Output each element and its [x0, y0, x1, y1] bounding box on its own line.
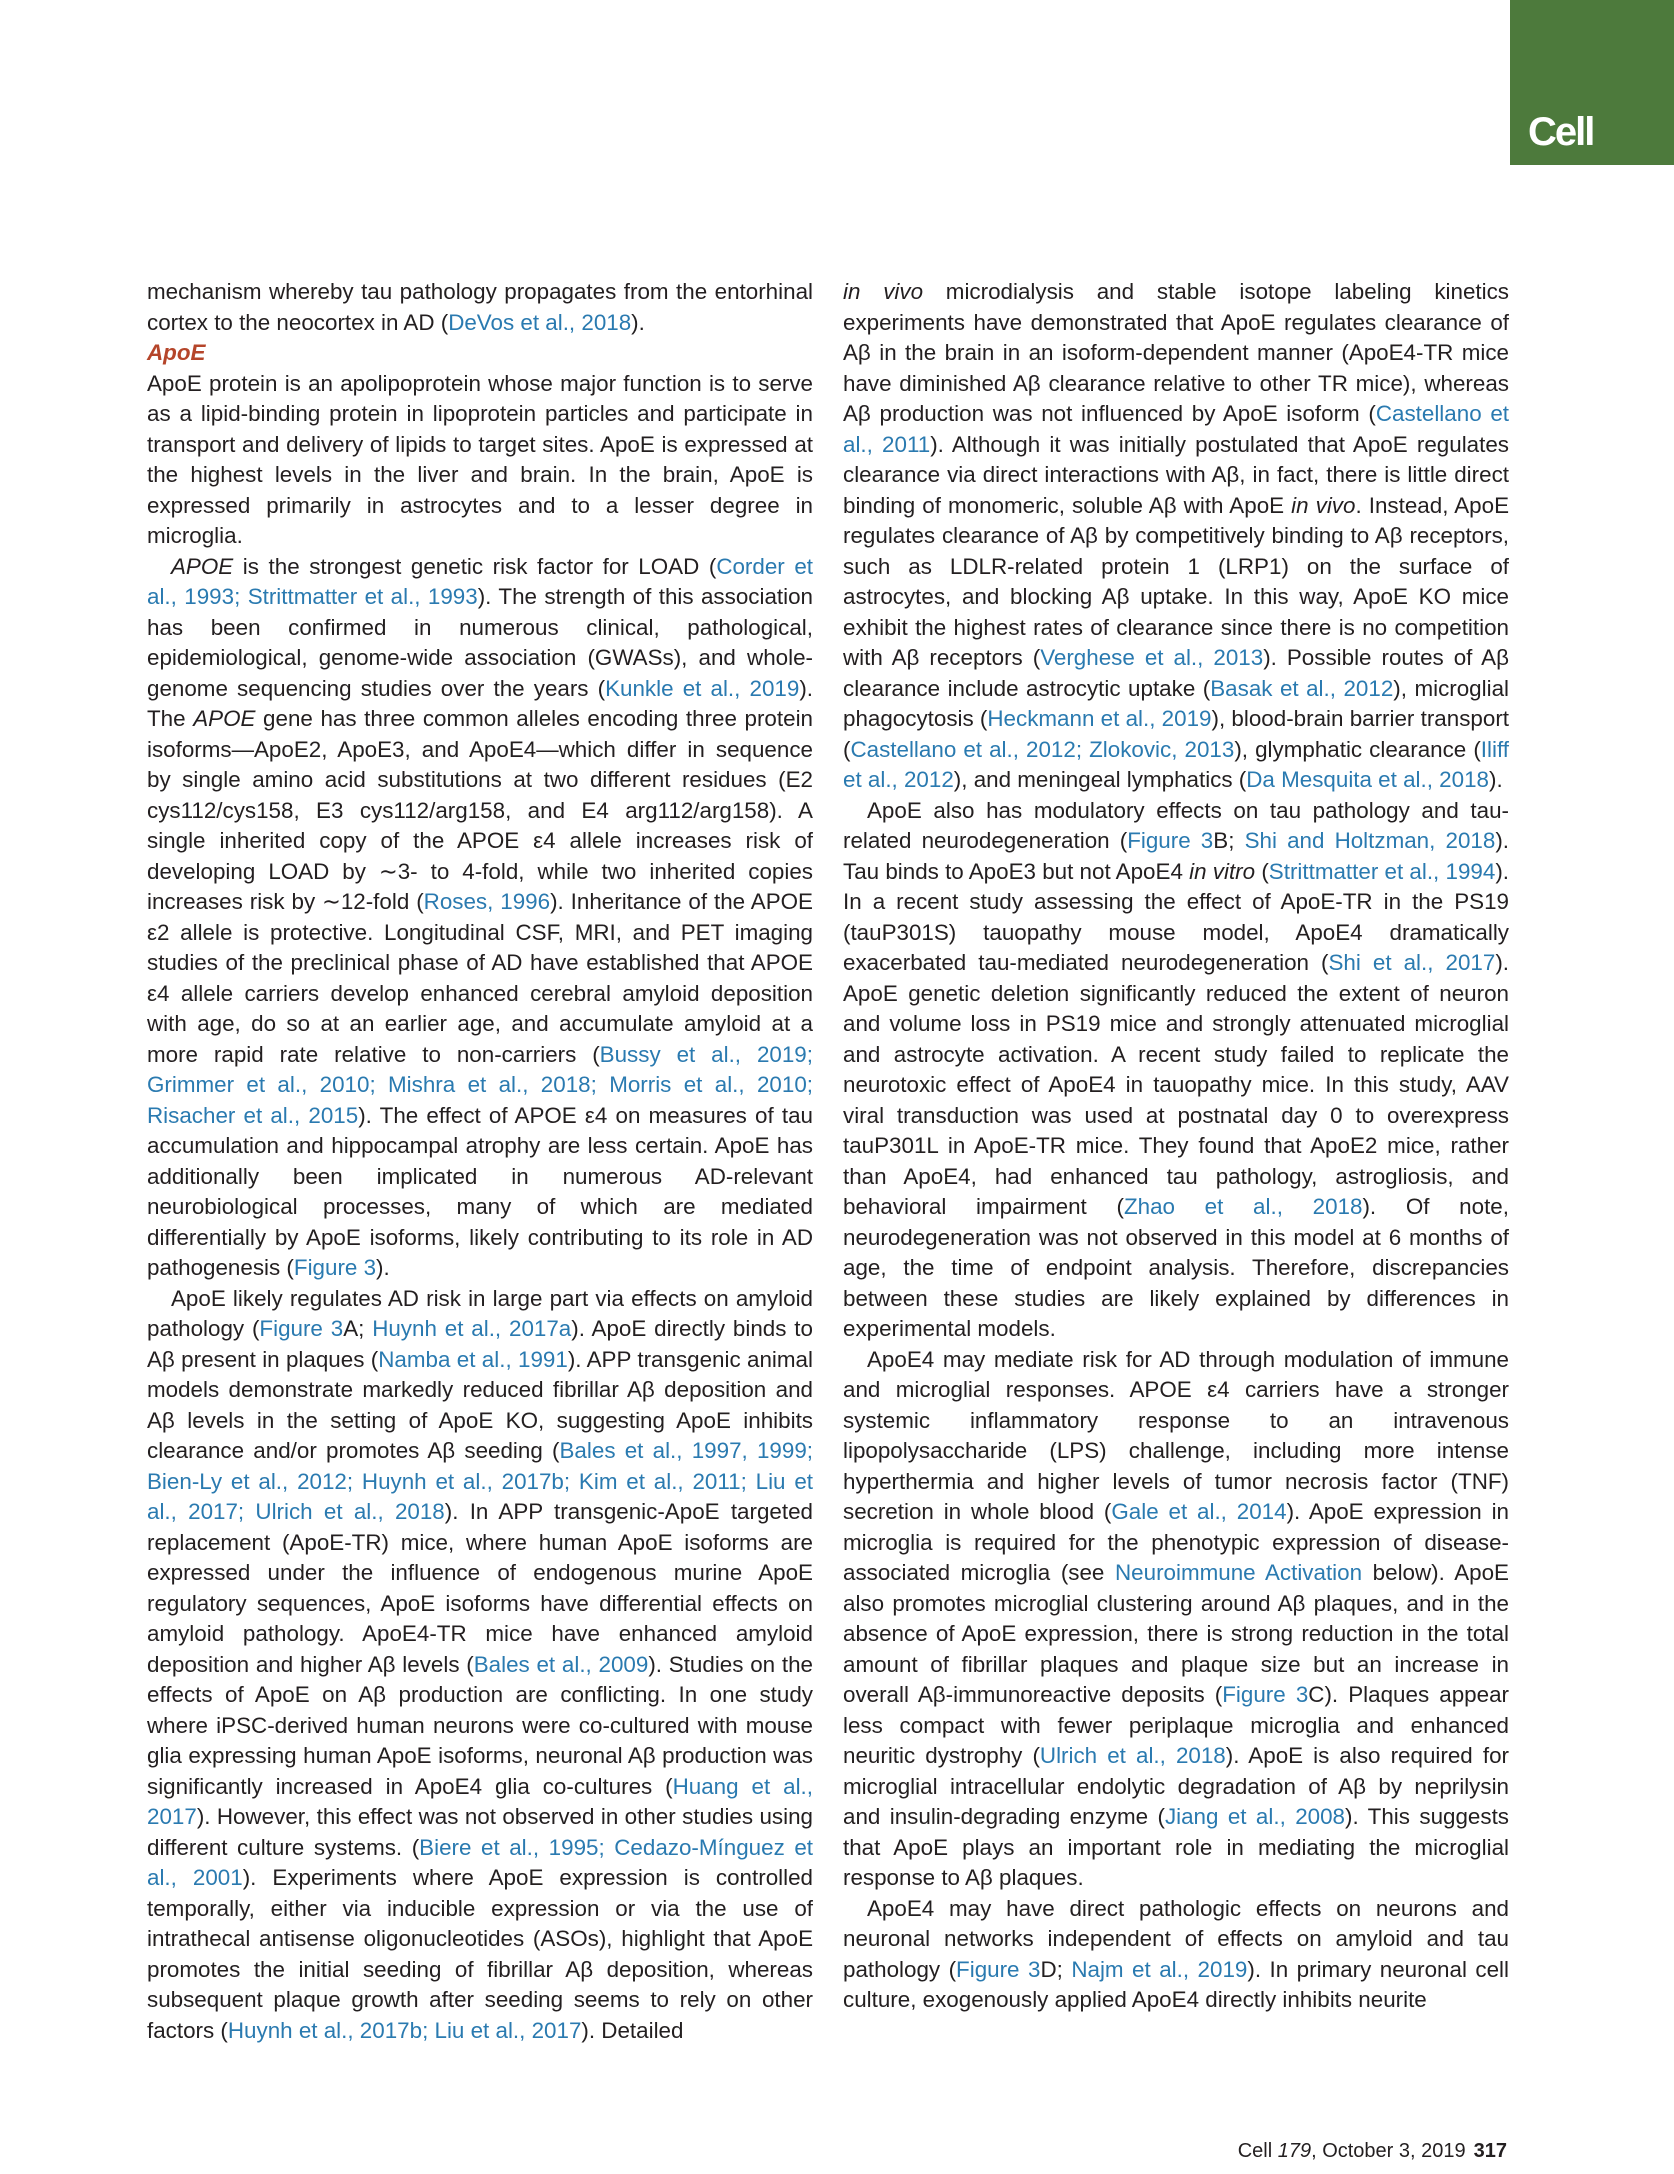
- body-text: B;: [1213, 828, 1245, 853]
- body-text: ApoE protein is an apolipoprotein whose major function is to serve as a lipid-binding protein in lipoprotein particles and participate in transport and delivery of lipids to target sites. ApoE is expressed at the highest levels in the liver and brain. In the brain, ApoE is expressed primarily in astrocytes and to a lesser degree in microglia.: [147, 370, 813, 548]
- body-text: ), blood-brain barrier transport (: [843, 706, 1509, 762]
- right-column: [843, 277, 1509, 2016]
- italic-text: in vivo: [1291, 492, 1356, 518]
- body-text: ). Of note, neurodegeneration was not observed in this model at 6 months of age, the time of endpoint analysis. Therefore, discrepancies between these studies are likely explained by differences in experimental models.: [843, 1194, 1509, 1341]
- journal-tab: [1510, 0, 1674, 165]
- journal-tab-label: Cell: [1528, 110, 1594, 154]
- body-text: ).: [631, 309, 645, 335]
- body-text: ), glymphatic clearance (: [1234, 736, 1481, 762]
- body-text: ). This suggests that ApoE plays an important role in mediating the microglial response to Aβ plaques.: [843, 1804, 1509, 1890]
- body-text: ). The: [147, 675, 813, 731]
- citation-link[interactable]: Jiang et al., 2008: [1164, 1804, 1346, 1829]
- citation-link[interactable]: Figure 3: [1222, 1682, 1309, 1707]
- citation-link[interactable]: Castellano et al., 2012; Zlokovic, 2013: [850, 736, 1235, 762]
- body-text: ApoE4 may have direct pathologic effects on neurons and neuronal networks independent of effects on amyloid and tau pathology (: [843, 1895, 1509, 1982]
- body-text: ), and meningeal lymphatics (: [953, 767, 1247, 792]
- citation-link[interactable]: Corder et al., 1993; Strittmatter et al., 1993: [147, 553, 813, 609]
- paragraph: [147, 277, 813, 338]
- body-text: ). Inheritance of the APOE ε2 allele is protective. Longitudinal CSF, MRI, and PET imaging studies of the preclinical phase of AD have established that APOE ε4 allele carriers develop enhanced cerebral amyloid deposition with age, do so at an earlier age, and accumulate amyloid at a more rapid rate relative to non-carriers (: [147, 889, 813, 1067]
- body-text: ). Experiments where ApoE expression is controlled temporally, either via inducible expression or via the use of intrathecal antisense oligonucleotides (ASOs), highlight that ApoE promotes the initial seeding of fibrillar Aβ deposition, whereas subsequent plaque growth after seeding seems to rely on other factors (: [147, 1865, 813, 2043]
- body-text: mechanism whereby tau pathology propagates from the entorhinal cortex to the neocortex in AD (: [147, 279, 813, 335]
- footer-volume: 179: [1277, 2140, 1312, 2162]
- citation-link[interactable]: Bussy et al., 2019; Grimmer et al., 2010; Mishra et al., 2018; Morris et al., 2010; Risacher et al., 2015: [147, 1041, 813, 1128]
- body-text: A;: [343, 1316, 373, 1341]
- citation-link[interactable]: Figure 3: [1127, 828, 1214, 853]
- citation-link[interactable]: Zhao et al., 2018: [1123, 1194, 1363, 1219]
- body-text: ). Detailed: [581, 2017, 684, 2043]
- paragraph: [843, 1894, 1509, 2016]
- citation-link[interactable]: Najm et al., 2019: [1071, 1956, 1248, 1982]
- footer-journal: Cell: [1237, 2140, 1278, 2162]
- body-text: ApoE also has modulatory effects on tau pathology and tau-related neurodegeneration (: [843, 797, 1509, 853]
- body-text: ). The strength of this association has been confirmed in numerous clinical, pathological, epidemiological, genome-wide association (GWASs), and whole-genome sequencing studies over the years (: [147, 584, 813, 701]
- citation-link[interactable]: Figure 3: [293, 1255, 377, 1280]
- paragraph: [843, 1345, 1509, 1894]
- body-text: ApoE4 may mediate risk for AD through modulation of immune and microglial responses. APOE ε4 carriers have a stronger systemic inflammatory response to an intravenous lipopolysaccharide (LPS) challenge, including more intense hyperthermia and higher levels of tumor necrosis factor (TNF) secretion in whole blood (: [843, 1346, 1509, 1524]
- section-heading: [147, 338, 813, 369]
- body-text: ). ApoE expression in microglia is required for the phenotypic expression of disease-associated microglia (see: [843, 1499, 1509, 1585]
- citation-link[interactable]: Da Mesquita et al., 2018: [1246, 767, 1489, 792]
- citation-link[interactable]: Bales et al., 1997, 1999; Bien-Ly et al., 2012; Huynh et al., 2017b; Kim et al., 2011; Liu et al., 2017; Ulrich et al., 2018: [147, 1438, 814, 1524]
- italic-text: in vitro: [1189, 858, 1256, 884]
- body-text: ApoE: [147, 340, 206, 365]
- citation-link[interactable]: Shi et al., 2017: [1328, 950, 1496, 975]
- body-text: D;: [1040, 1956, 1072, 1982]
- body-text: (: [1255, 858, 1269, 884]
- body-text: ), microglial phagocytosis (: [843, 675, 1510, 731]
- citation-link[interactable]: Roses, 1996: [423, 889, 551, 914]
- body-text: ). Tau binds to ApoE3 but not ApoE4: [843, 828, 1509, 884]
- body-text: microdialysis and stable isotope labeling kinetics experiments have demonstrated that ApoE regulates clearance of Aβ in the brain in an isoform-dependent manner (ApoE4-TR mice have diminished Aβ clearance relative to other TR mice), whereas Aβ production was not influenced by ApoE isoform (: [843, 279, 1510, 426]
- paragraph: [843, 277, 1509, 796]
- paragraph: [147, 1284, 813, 2047]
- citation-link[interactable]: Kunkle et al., 2019: [605, 675, 800, 701]
- citation-link[interactable]: Biere et al., 1995; Cedazo-Mínguez et al., 2001: [147, 1834, 813, 1890]
- citation-link[interactable]: Basak et al., 2012: [1210, 675, 1394, 701]
- citation-link[interactable]: Strittmatter et al., 1994: [1268, 858, 1496, 884]
- body-text: . Instead, ApoE regulates clearance of Aβ by competitively binding to Aβ receptors, such as LDLR-related protein 1 (LRP1) on the surface of astrocytes, and blocking Aβ uptake. In this way, ApoE KO mice exhibit the highest rates of clearance since there is no competition with Aβ receptors (: [843, 492, 1510, 670]
- citation-link[interactable]: Iliff et al., 2012: [843, 736, 1510, 792]
- body-text: ). Although it was initially postulated that ApoE regulates clearance via direct interactions with Aβ, in fact, there is little direct binding of monomeric, soluble Aβ with ApoE: [843, 431, 1509, 518]
- left-column: [147, 277, 813, 2046]
- body-text: ). APP transgenic animal models demonstrate markedly reduced fibrillar Aβ deposition and Aβ levels in the setting of ApoE KO, suggesting ApoE inhibits clearance and/or promotes Aβ seeding (: [147, 1346, 813, 1463]
- body-text: ). The effect of APOE ε4 on measures of tau accumulation and hippocampal atrophy are less certain. ApoE has additionally been implicated in numerous AD-relevant neurobiological processes, many of which are mediated differentially by ApoE isoforms, likely contributing to its role in AD pathogenesis (: [147, 1102, 813, 1280]
- body-text: C). Plaques appear less compact with fewer periplaque microglia and enhanced neuritic dystrophy (: [843, 1682, 1509, 1768]
- citation-link[interactable]: Ulrich et al., 2018: [1039, 1743, 1226, 1768]
- citation-link[interactable]: Figure 3: [956, 1956, 1041, 1982]
- paragraph: [147, 552, 813, 1284]
- page-footer: [1238, 2140, 1507, 2163]
- citation-link[interactable]: Huynh et al., 2017b; Liu et al., 2017: [227, 2017, 582, 2043]
- citation-link[interactable]: Gale et al., 2014: [1111, 1499, 1287, 1524]
- body-text: ). In primary neuronal cell culture, exogenously applied ApoE4 directly inhibits neurite: [843, 1956, 1509, 2012]
- citation-link[interactable]: DeVos et al., 2018: [448, 309, 632, 335]
- italic-text: APOE: [171, 553, 234, 579]
- citation-link[interactable]: Castellano et al., 2011: [843, 401, 1509, 457]
- citation-link[interactable]: Verghese et al., 2013: [1040, 645, 1264, 670]
- citation-link[interactable]: Heckmann et al., 2019: [987, 706, 1212, 731]
- body-text: ). ApoE genetic deletion significantly reduced the extent of neuron and volume loss in PS19 mice and strongly attenuated microglial and astrocyte activation. A recent study failed to replicate the neurotoxic effect of ApoE4 in tauopathy mice. In this study, AAV viral transduction was used at postnatal day 0 to overexpress tauP301L in ApoE-TR mice. They found that ApoE2 mice, rather than ApoE4, had enhanced tau pathology, astrogliosis, and behavioral impairment (: [843, 950, 1509, 1219]
- body-text: is the strongest genetic risk factor for LOAD (: [233, 553, 717, 579]
- italic-text: APOE: [193, 706, 256, 731]
- body-text: below). ApoE also promotes microglial clustering around Aβ plaques, and in the absence of ApoE expression, there is strong reduction in the total amount of fibrillar plaques and plaque size but an increase in overall Aβ-immunoreactive deposits (: [843, 1560, 1509, 1707]
- italic-text: in vivo: [843, 279, 924, 304]
- body-text: ). However, this effect was not observed in other studies using different culture systems. (: [147, 1804, 813, 1860]
- body-text: ).: [1488, 767, 1503, 792]
- body-text: ). Studies on the effects of ApoE on Aβ production are conflicting. In one study where iPSC-derived human neurons were co-cultured with mouse glia expressing human ApoE isoforms, neuronal Aβ production was significantly increased in ApoE4 glia co-cultures (: [147, 1651, 813, 1799]
- page-number: 317: [1473, 2140, 1507, 2162]
- body-text: ). ApoE is also required for microglial intracellular endolytic degradation of Aβ by neprilysin and insulin-degrading enzyme (: [843, 1743, 1509, 1829]
- body-text: ). In APP transgenic-ApoE targeted replacement (ApoE-TR) mice, where human ApoE isoforms are expressed under the influence of endogenous murine ApoE regulatory sequences, ApoE isoforms have differential effects on amyloid pathology. ApoE4-TR mice have enhanced amyloid deposition and higher Aβ levels (: [147, 1499, 813, 1677]
- citation-link[interactable]: Namba et al., 1991: [378, 1346, 568, 1372]
- citation-link[interactable]: Neuroimmune Activation: [1115, 1560, 1363, 1585]
- body-text: ApoE likely regulates AD risk in large part via effects on amyloid pathology (: [147, 1285, 813, 1341]
- body-text: gene has three common alleles encoding three protein isoforms—ApoE2, ApoE3, and ApoE4—which differ in sequence by single amino acid substitutions at two different residues (E2 cys112/cys158, E3 cys112/arg158, and E4 arg112/arg158). A single inherited copy of the APOE ε4 allele increases risk of developing LOAD by ∼3- to 4-fold, while two inherited copies increases risk by ∼12-fold (: [147, 706, 813, 914]
- paragraph: [147, 369, 813, 552]
- citation-link[interactable]: Figure 3: [259, 1316, 344, 1341]
- body-text: ).: [376, 1255, 390, 1280]
- citation-link[interactable]: Huang et al., 2017: [147, 1773, 813, 1829]
- body-text: ). Possible routes of Aβ clearance include astrocytic uptake (: [843, 645, 1509, 701]
- body-text: ). In a recent study assessing the effect of ApoE-TR in the PS19 (tauP301S) tauopathy mouse model, ApoE4 dramatically exacerbated tau-mediated neurodegeneration (: [843, 858, 1510, 975]
- paragraph: [843, 796, 1509, 1345]
- body-text: ). ApoE directly binds to Aβ present in plaques (: [147, 1316, 813, 1372]
- citation-link[interactable]: Bales et al., 2009: [473, 1651, 649, 1677]
- citation-link[interactable]: Shi and Holtzman, 2018: [1244, 828, 1496, 853]
- footer-date: , October 3, 2019: [1311, 2140, 1466, 2162]
- citation-link[interactable]: Huynh et al., 2017a: [372, 1316, 572, 1341]
